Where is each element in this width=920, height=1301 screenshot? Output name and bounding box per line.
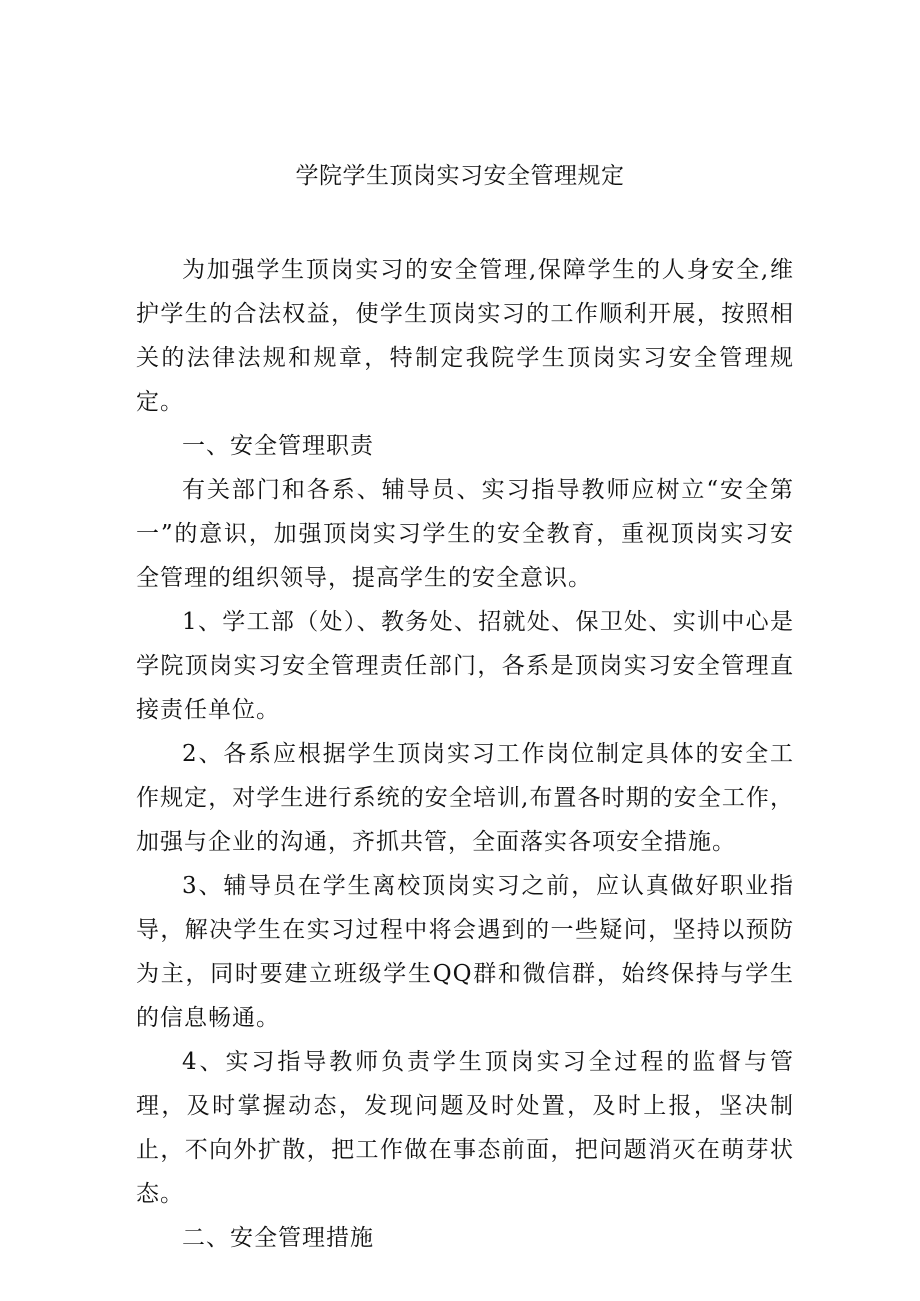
item-1-paragraph: 1、学工部（处）、教务处、招就处、保卫处、实训中心是学院顶岗实习安全管理责任部门，各系是顶岗实习安全管理直接责任单位。 <box>136 609 794 723</box>
document-title: 学院学生顶岗实习安全管理规定 <box>295 163 625 189</box>
section-heading-2: 二、安全管理措施 <box>182 1225 374 1251</box>
item-3-paragraph: 3、辅导员在学生离校顶岗实习之前，应认真做好职业指导，解决学生在实习过程中将会遇到的一些疑问，坚持以预防为主，同时要建立班级学生QQ群和微信群，始终保持与学生的信息畅通。 <box>136 873 794 1031</box>
intro-paragraph: 为加强学生顶岗实习的安全管理,保障学生的人身安全,维护学生的合法权益，使学生顶岗实习的工作顺利开展，按照相关的法律法规和规章，特制定我院学生顶岗实习安全管理规定。 <box>136 257 794 415</box>
item-4-paragraph: 4、实习指导教师负责学生顶岗实习全过程的监督与管理，及时掌握动态，发现问题及时处置，及时上报，坚决制止，不向外扩散，把工作做在事态前面，把问题消灭在萌芽状态。 <box>136 1049 794 1207</box>
item-2-paragraph: 2、各系应根据学生顶岗实习工作岗位制定具体的安全工作规定，对学生进行系统的安全培训,布置各时期的安全工作，加强与企业的沟通，齐抓共管，全面落实各项安全措施。 <box>136 741 794 855</box>
section-heading-1: 一、安全管理职责 <box>182 433 374 459</box>
responsibility-paragraph: 有关部门和各系、辅导员、实习指导教师应树立“安全第一”的意识，加强顶岗实习学生的安全教育，重视顶岗实习安全管理的组织领导，提高学生的安全意识。 <box>136 477 794 591</box>
document-body <box>136 248 794 1260</box>
